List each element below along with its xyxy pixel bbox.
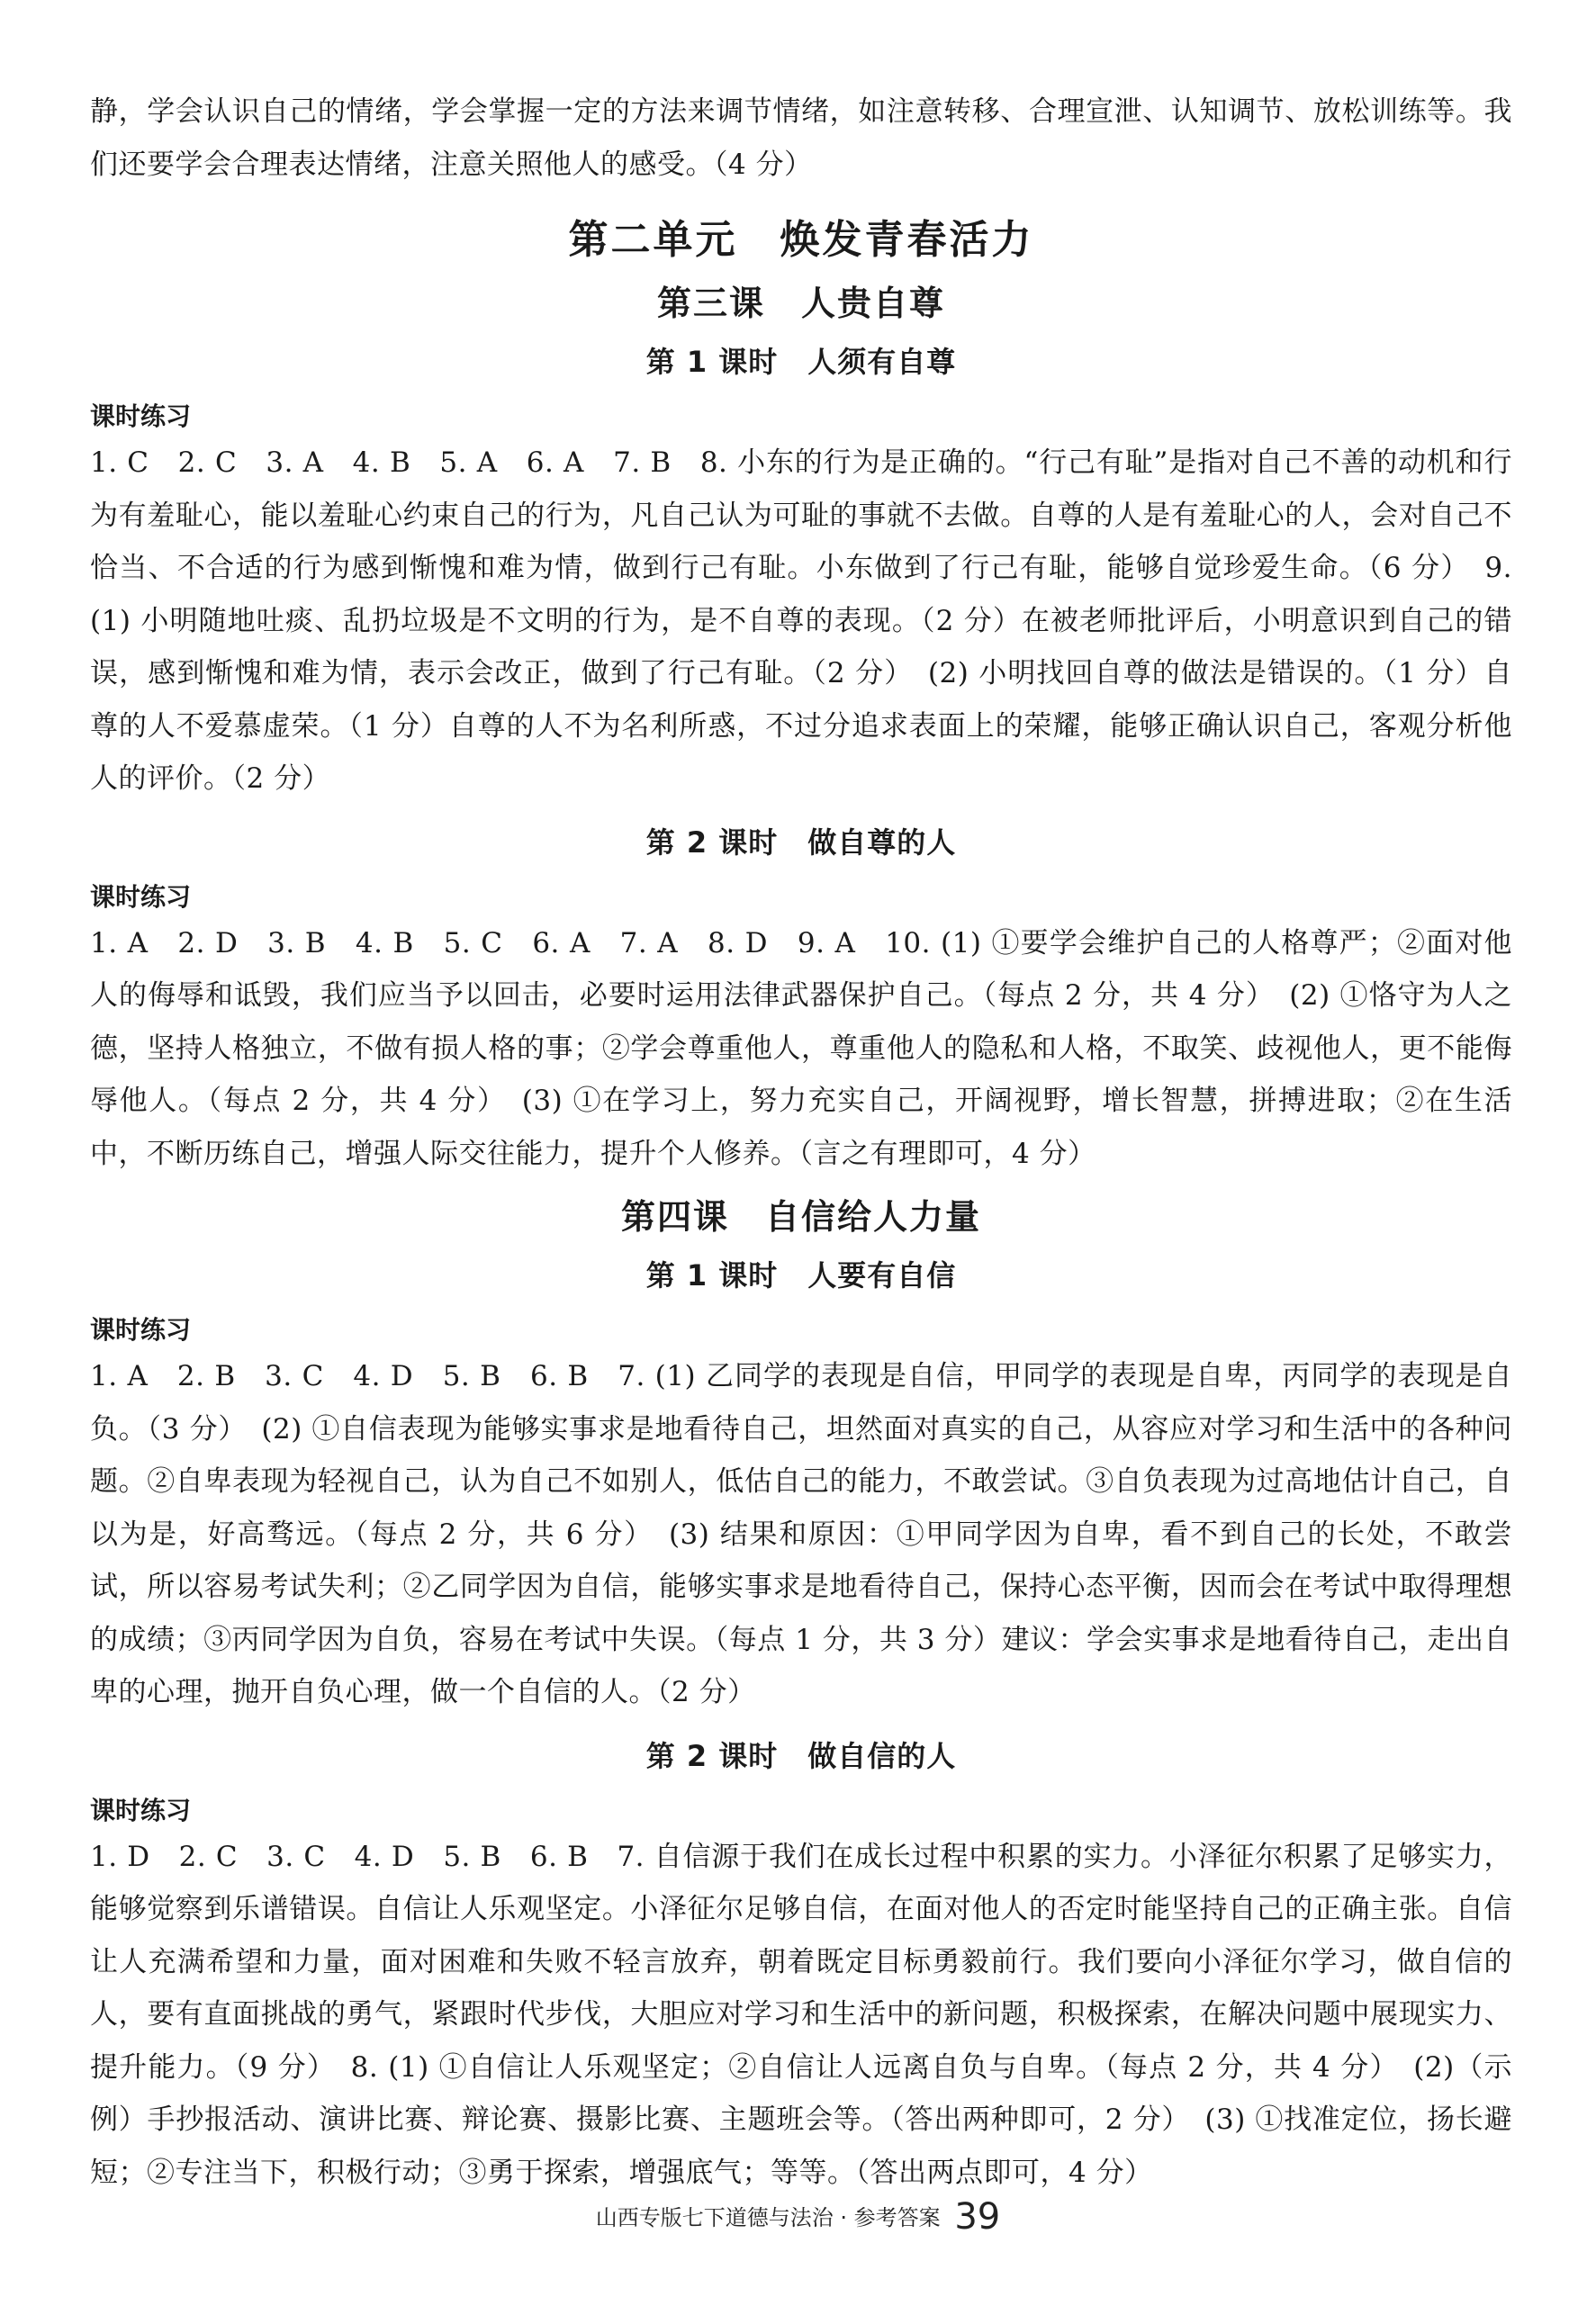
lesson4-period2-title: 第 2 课时 做自信的人 [645, 1738, 957, 1773]
intro-paragraph: 静，学会认识自己的情绪，学会掌握一定的方法来调节情绪，如注意转移、合理宣泄、认知调节、放松训练等。我们还要学会合理表达情绪，注意关照他人的感受。（4 分） [90, 95, 1512, 181]
lesson4-period2-section-label: 课时练习 [90, 1795, 192, 1825]
lesson3-title: 第三课 人贵自尊 [656, 284, 945, 323]
lesson4-period2-answers: 1. D 2. C 3. C 4. D 5. B 6. B 7. 自信源于我们在成长过程中积累的实力。小泽征尔积累了足够实力，能够觉察到乐谱错误。自信让人乐观坚定。小泽征尔足够自信，在面对他人的否定时能坚持自己的正确主张。自信让人充满希望和力量，面对困难和失败不轻言放弃，朝着既定目标勇毅前行。我们要向小泽征尔学习，做自信的人，要有直面挑战的勇气，紧跟时代步伐，大胆应对学习和生活中的新问题，积极探索，在解决问题中展现实力、提升能力。（9 分） 8. (1) ①自信让人乐观坚定；②自信让人远离自负与自卑。（每点 2 分，共 4 分） (2)（示例）手抄报活动、演讲比赛、辩论赛、摄影比赛、主题班会等。（答出两种即可，2 分） (3) ①找准定位，扬长避短；②专注当下，积极行动；③勇于探索，增强底气；等等。（答出两点即可，4 分） [90, 1840, 1512, 2189]
unit-title: 第二单元 焕发青春活力 [568, 217, 1034, 263]
lesson3-period1-section-label: 课时练习 [90, 401, 192, 431]
page-footer [0, 2196, 1596, 2238]
answer-page [90, 86, 1512, 2199]
lesson4-period1-section-label: 课时练习 [90, 1315, 192, 1345]
page-number: 39 [954, 2196, 1001, 2238]
lesson3-period2-answers: 1. A 2. D 3. B 4. B 5. C 6. A 7. A 8. D 9. A 10. (1) ①要学会维护自己的人格尊严；②面对他人的侮辱和诋毁，我们应当予以回击，必要时运用法律武器保护自己。（每点 2 分，共 4 分） (2) ①恪守为人之德，坚持人格独立，不做有损人格的事；②学会尊重他人，尊重他人的隐私和人格，不取笑、歧视他人，更不能侮辱他人。（每点 2 分，共 4 分） (3) ①在学习上，努力充实自己，开阔视野，增长智慧，拼搏进取；②在生活中，不断历练自己，增强人际交往能力，提升个人修养。（言之有理即可，4 分） [90, 926, 1512, 1170]
footer-label: 山西专版七下道德与法治 · 参考答案 [595, 2205, 941, 2230]
lesson3-period1-answers: 1. C 2. C 3. A 4. B 5. A 6. A 7. B 8. 小东的行为是正确的。“行己有耻”是指对自己不善的动机和行为有羞耻心，能以羞耻心约束自己的行为，凡自己认为可耻的事就不去做。自尊的人是有羞耻心的人，会对自己不恰当、不合适的行为感到惭愧和难为情，做到行己有耻。小东做到了行己有耻，能够自觉珍爱生命。（6 分） 9. (1) 小明随地吐痰、乱扔垃圾是不文明的行为，是不自尊的表现。（2 分）在被老师批评后，小明意识到自己的错误，感到惭愧和难为情，表示会改正，做到了行己有耻。（2 分） (2) 小明找回自尊的做法是错误的。（1 分）自尊的人不爱慕虚荣。（1 分）自尊的人不为名利所惑，不过分追求表面上的荣耀，能够正确认识自己，客观分析他人的评价。（2 分） [90, 446, 1512, 795]
lesson4-period1-title: 第 1 课时 人要有自信 [645, 1258, 957, 1293]
lesson4-title: 第四课 自信给人力量 [620, 1197, 981, 1237]
lesson3-period2-title: 第 2 课时 做自尊的人 [645, 824, 957, 860]
lesson3-period2-section-label: 课时练习 [90, 881, 192, 912]
lesson4-period1-answers: 1. A 2. B 3. C 4. D 5. B 6. B 7. (1) 乙同学的表现是自信，甲同学的表现是自卑，丙同学的表现是自负。（3 分） (2) ①自信表现为能够实事求是地看待自己，坦然面对真实的自己，从容应对学习和生活中的各种问题。②自卑表现为轻视自己，认为自己不如别人，低估自己的能力，不敢尝试。③自负表现为过高地估计自己，自以为是，好高骛远。（每点 2 分，共 6 分） (3) 结果和原因：①甲同学因为自卑，看不到自己的长处，不敢尝试，所以容易考试失利；②乙同学因为自信，能够实事求是地看待自己，保持心态平衡，因而会在考试中取得理想的成绩；③丙同学因为自负，容易在考试中失误。（每点 1 分，共 3 分）建议：学会实事求是地看待自己，走出自卑的心理，抛开自负心理，做一个自信的人。（2 分） [90, 1360, 1512, 1708]
lesson3-period1-title: 第 1 课时 人须有自尊 [645, 345, 957, 379]
